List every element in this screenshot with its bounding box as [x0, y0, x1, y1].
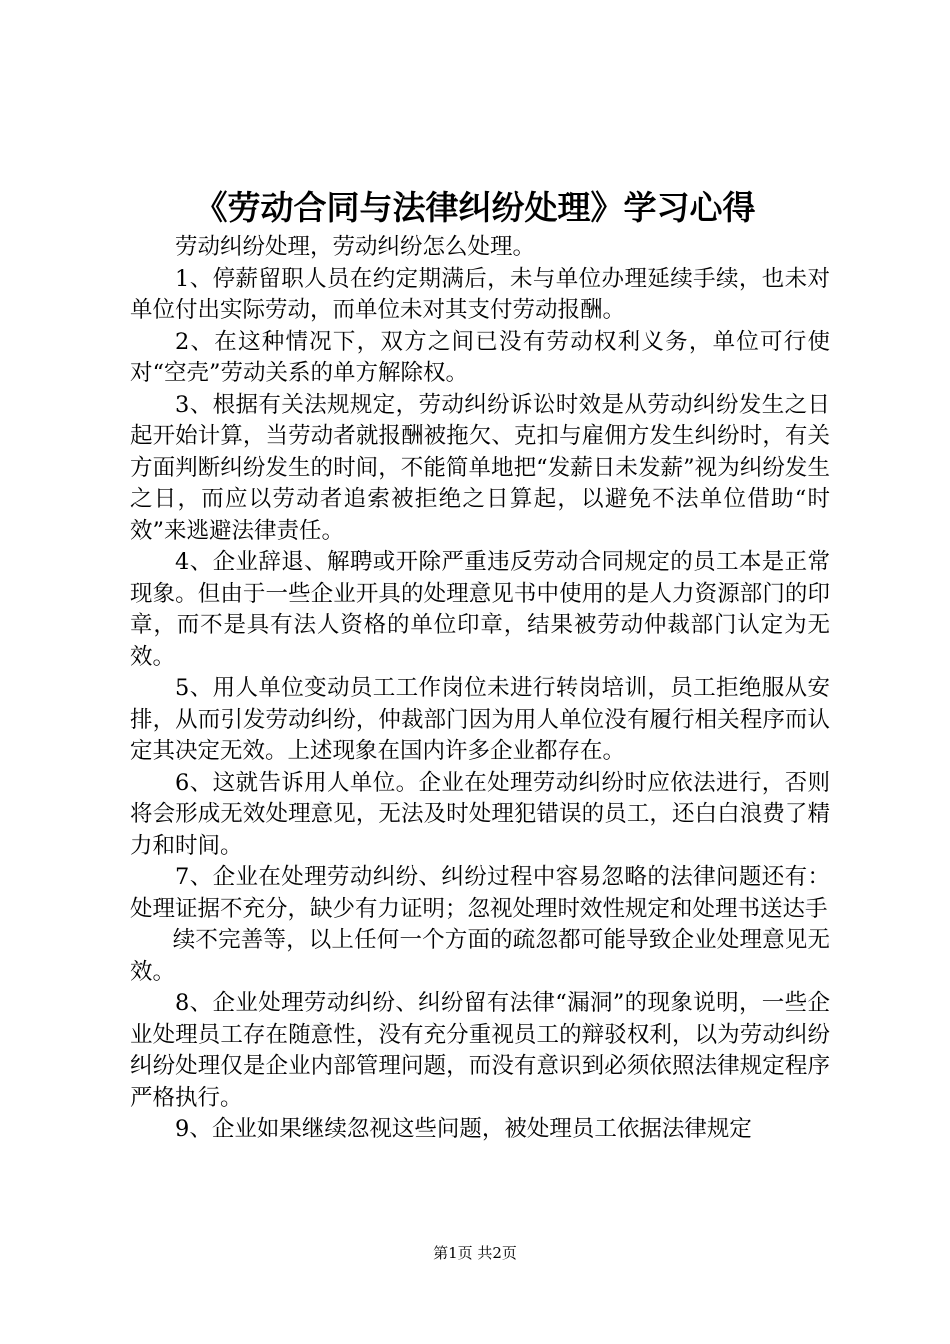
paragraph-3: 3、根据有关法规规定，劳动纠纷诉讼时效是从劳动纠纷发生之日起开始计算，当劳动者就报酬被拖欠、克扣与雇佣方发生纠纷时，有关方面判断纠纷发生的时间，不能简单地把“发薪日未发薪”视为纠纷发生之日，而应以劳动者追索被拒绝之日算起，以避免不法单位借助“时效”来逃避法律责任。 — [130, 391, 830, 544]
paragraph-7: 7、企业在处理劳动纠纷、纠纷过程中容易忽略的法律问题还有：处理证据不充分，缺少有力证明；忽视处理时效性规定和处理书送达手 — [130, 864, 830, 922]
paragraph-5: 5、用人单位变动员工工作岗位未进行转岗培训，员工拒绝服从安排，从而引发劳动纠纷，仲裁部门因为用人单位没有履行相关程序而认定其决定无效。上述现象在国内许多企业都存在。 — [130, 675, 830, 764]
paragraph-9: 9、企业如果继续忽视这些问题，被处理员工依据法律规定 — [175, 1116, 752, 1142]
paragraph-8: 8、企业处理劳动纠纷、纠纷留有法律“漏洞”的现象说明，一些企业处理员工存在随意性，没有充分重视员工的辩驳权利，以为劳动纠纷纠纷处理仅是企业内部管理问题，而没有意识到必须依照法律规定程序严格执行。 — [130, 990, 830, 1111]
paragraph-6: 6、这就告诉用人单位。企业在处理劳动纠纷时应依法进行，否则将会形成无效处理意见，无法及时处理犯错误的员工，还白白浪费了精力和时间。 — [130, 769, 830, 859]
paragraph-intro: 劳动纠纷处理，劳动纠纷怎么处理。 — [175, 234, 536, 260]
paragraph-7-continued: 续不完善等，以上任何一个方面的疏忽都可能导致企业处理意见无效。 — [130, 927, 830, 985]
document-title: 《劳动合同与法律纠纷处理》学习心得 — [194, 188, 756, 227]
page-footer: 第1页 共2页 — [433, 1244, 517, 1262]
document-body — [130, 232, 830, 1146]
paragraph-4: 4、企业辞退、解聘或开除严重违反劳动合同规定的员工本是正常现象。但由于一些企业开具的处理意见书中使用的是人力资源部门的印章，而不是具有法人资格的单位印章，结果被劳动仲裁部门认定为无效。 — [130, 549, 830, 670]
paragraph-2: 2、在这种情况下，双方之间已没有劳动权利义务，单位可行使对“空壳”劳动关系的单方解除权。 — [130, 328, 830, 386]
paragraph-1: 1、停薪留职人员在约定期满后，未与单位办理延续手续，也未对单位付出实际劳动，而单位未对其支付劳动报酬。 — [130, 265, 830, 323]
